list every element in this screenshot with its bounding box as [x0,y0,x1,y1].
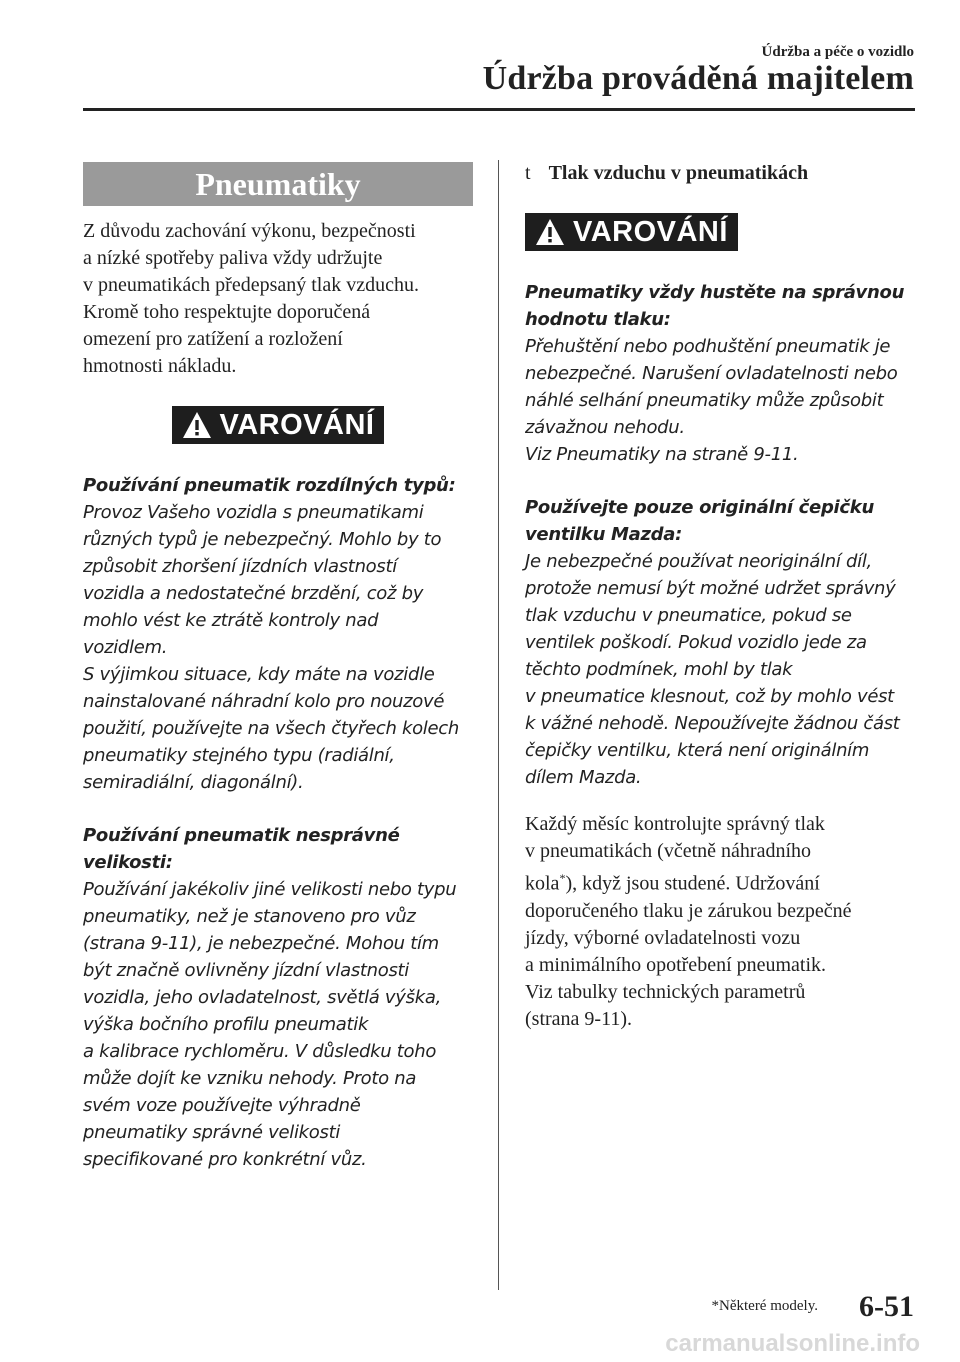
warning-badge-wrap [83,406,473,444]
body-line: doporučeného tlaku je zárukou bezpečné [525,899,852,922]
warning-line: svém voze používejte výhradně [83,1095,361,1116]
warning-line: způsobit zhoršení jízdních vlastností [83,556,397,577]
warning-badge [525,213,738,251]
column-divider [498,160,499,1290]
intro-line: omezení pro zatížení a rozložení [83,328,343,350]
warning-line: závažnou nehodu. [525,417,685,438]
warning-line: S výjimkou situace, kdy máte na vozidle [83,664,435,685]
intro-paragraph [83,218,473,380]
warning-line: Viz Pneumatiky na straně 9-11. [525,444,799,465]
warning-triangle-icon [182,411,212,439]
subheading-text: Tlak vzduchu v pneumatikách [548,162,809,184]
warning-heading: Používání pneumatik nesprávné velikosti: [83,825,400,873]
warning-line: pneumatiky, než je stanoveno pro vůz [83,906,416,927]
warning-line: těchto podmínek, mohl by tlak [525,659,793,680]
warning-line: vozidla, jeho ovladatelnost, světlá výška, [83,987,441,1008]
body-line [525,865,925,898]
warning-line: v pneumatice klesnout, což by mohlo vést [525,686,894,707]
left-column [83,162,473,1199]
warning-line: vozidlem. [83,637,168,658]
body-line: jízdy, výborné ovladatelnosti vozu [525,926,801,949]
intro-line: Z důvodu zachování výkonu, bezpečnosti [83,220,416,242]
warning-line: pneumatiky stejného typu (radiální, [83,745,395,766]
warning-line: Provoz Vašeho vozidla s pneumatikami [83,502,424,523]
warning-line: použití, používejte na všech čtyřech kolech [83,718,459,739]
warning-line: semiradiální, diagonální). [83,772,304,793]
warning-line: vozidla a nedostatečné brzdění, což by [83,583,424,604]
warning-line: dílem Mazda. [525,767,642,788]
warning-line: Je nebezpečné používat neoriginální díl, [525,551,872,572]
intro-line: v pneumatikách předepsaný tlak vzduchu. [83,274,419,296]
warning-line: k vážné nehodě. Nepoužívejte žádnou část [525,713,900,734]
warning-label: VAROVÁNÍ [573,215,728,248]
body-text: ), když jsou studené. Udržování [565,872,820,895]
warning-text [83,499,473,796]
body-line: a minimálního opotřebení pneumatik. [525,953,827,976]
warning-heading-line: hodnotu tlaku: [525,309,671,330]
warning-line: čepičky ventilku, která není originálním [525,740,870,761]
warning-line: náhlé selhání pneumatiky může způsobit [525,390,884,411]
warning-heading [525,279,925,333]
body-line: (strana 9-11). [525,1007,632,1030]
warning-heading-line: Pneumatiky vždy hustěte na správnou [525,282,905,303]
warning-heading-line: Používejte pouze originální čepičku [525,497,874,518]
warning-line: specifikované pro konkrétní vůz. [83,1149,367,1170]
subheading-marker: t [525,162,531,184]
warning-line: nainstalované náhradní kolo pro nouzové [83,691,445,712]
warning-line: mohlo vést ke ztrátě kontroly nad [83,610,379,631]
footnote: *Některé modely. [711,1298,818,1314]
footnote-marker: * [559,871,566,885]
body-paragraph [525,811,925,1033]
intro-line: Kromě toho respektujte doporučená [83,301,371,323]
warning-badge [172,406,385,444]
header-rule [83,108,915,111]
chapter-title: Údržba a péče o vozidlo [761,44,914,60]
warning-line: Používání jakékoliv jiné velikosti nebo typu [83,879,457,900]
warning-badge-wrap [525,213,925,251]
right-column [525,162,925,1033]
section-title: Údržba prováděná majitelem [482,60,914,97]
warning-line: různých typů je nebezpečný. Mohlo by to [83,529,442,550]
warning-line: protože nemusí být možné udržet správný [525,578,896,599]
subheading [525,162,925,185]
body-line: v pneumatikách (včetně náhradního [525,840,811,862]
warning-line: může dojít ke vzniku nehody. Proto na [83,1068,417,1089]
warning-line: a kalibrace rychloměru. V důsledku toho [83,1041,437,1062]
body-text: kola [525,872,560,895]
warning-text [525,333,925,468]
warning-line: ventilek poškodí. Pokud vozidlo jede za [525,632,867,653]
warning-line: Přehuštění nebo podhuštění pneumatik je [525,336,891,357]
body-line: Každý měsíc kontrolujte správný tlak [525,813,825,835]
warning-line: tlak vzduchu v pneumatice, pokud se [525,605,852,626]
watermark: carmanualsonline.info [665,1330,920,1357]
warning-text [83,876,473,1173]
warning-text [525,548,925,791]
intro-line: hmotnosti nákladu. [83,355,237,377]
warning-heading [525,494,925,548]
page-number: 6-51 [859,1290,914,1323]
warning-heading-line: ventilku Mazda: [525,524,683,545]
intro-line: a nízké spotřeby paliva vždy udržujte [83,247,383,269]
body-line: Viz tabulky technických parametrů [525,980,806,1003]
warning-line: nebezpečné. Narušení ovladatelnosti nebo [525,363,898,384]
warning-line: (strana 9-11), je nebezpečné. Mohou tím [83,933,439,954]
warning-label: VAROVÁNÍ [219,408,375,441]
section-banner: Pneumatiky [83,162,473,206]
warning-line: pneumatiky správné velikosti [83,1122,341,1143]
warning-line: výška bočního profilu pneumatik [83,1014,369,1035]
warning-line: být značně ovlivněny jízdní vlastnosti [83,960,410,981]
warning-heading: Používání pneumatik rozdílných typů: [83,475,456,496]
warning-triangle-icon [535,218,565,246]
